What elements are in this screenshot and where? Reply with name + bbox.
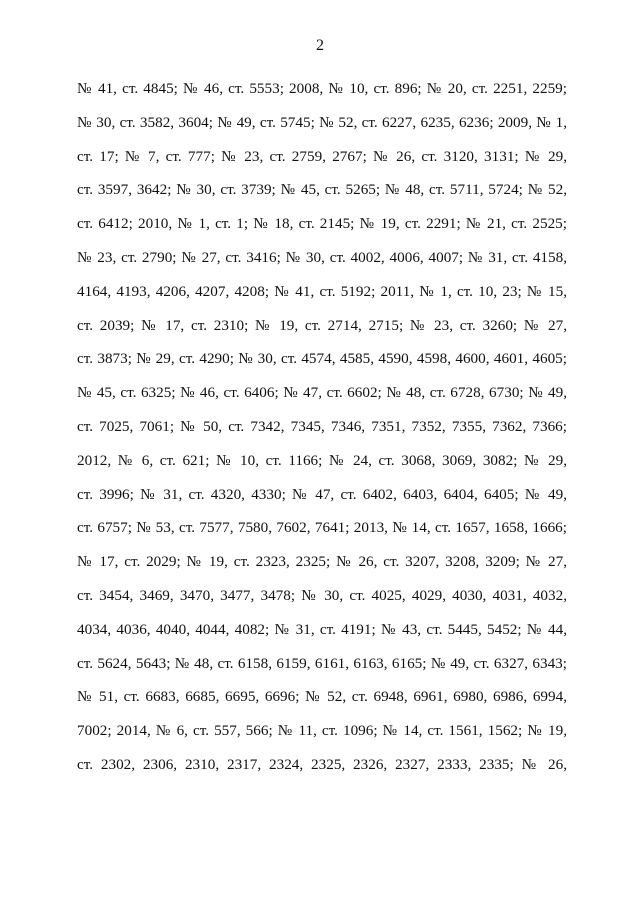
text-line: ст. 3873; № 29, ст. 4290; № 30, ст. 4574, 4585, 4590, 4598, 4600, 4601, 4605; (77, 350, 567, 368)
text-line: № 51, ст. 6683, 6685, 6695, 6696; № 52, ст. 6948, 6961, 6980, 6986, 6994, (77, 688, 567, 706)
text-line: № 23, ст. 2790; № 27, ст. 3416; № 30, ст. 4002, 4006, 4007; № 31, ст. 4158, (77, 248, 567, 266)
text-line: ст. 7025, 7061; № 50, ст. 7342, 7345, 7346, 7351, 7352, 7355, 7362, 7366; (77, 417, 567, 435)
text-line: № 30, ст. 3582, 3604; № 49, ст. 5745; № 52, ст. 6227, 6235, 6236; 2009, № 1, (77, 113, 567, 131)
text-line: ст. 6412; 2010, № 1, ст. 1; № 18, ст. 2145; № 19, ст. 2291; № 21, ст. 2525; (77, 215, 567, 233)
text-line: 4164, 4193, 4206, 4207, 4208; № 41, ст. 5192; 2011, № 1, ст. 10, 23; № 15, (77, 282, 567, 300)
text-line: ст. 3454, 3469, 3470, 3477, 3478; № 30, ст. 4025, 4029, 4030, 4031, 4032, (77, 586, 567, 604)
text-line: ст. 6757; № 53, ст. 7577, 7580, 7602, 7641; 2013, № 14, ст. 1657, 1658, 1666; (77, 519, 567, 537)
body-text (77, 72, 567, 782)
text-line: ст. 3996; № 31, ст. 4320, 4330; № 47, ст. 6402, 6403, 6404, 6405; № 49, (77, 485, 567, 503)
text-line: ст. 2039; № 17, ст. 2310; № 19, ст. 2714, 2715; № 23, ст. 3260; № 27, (77, 316, 567, 334)
text-line: ст. 5624, 5643; № 48, ст. 6158, 6159, 6161, 6163, 6165; № 49, ст. 6327, 6343; (77, 654, 567, 672)
text-line: ст. 3597, 3642; № 30, ст. 3739; № 45, ст. 5265; № 48, ст. 5711, 5724; № 52, (77, 181, 567, 199)
text-line: № 41, ст. 4845; № 46, ст. 5553; 2008, № 10, ст. 896; № 20, ст. 2251, 2259; (77, 80, 567, 97)
text-line: № 17, ст. 2029; № 19, ст. 2323, 2325; № 26, ст. 3207, 3208, 3209; № 27, (77, 553, 567, 571)
page-number: 2 (316, 37, 324, 54)
text-line: 4034, 4036, 4040, 4044, 4082; № 31, ст. 4191; № 43, ст. 5445, 5452; № 44, (77, 620, 567, 638)
text-line: ст. 2302, 2306, 2310, 2317, 2324, 2325, 2326, 2327, 2333, 2335; № 26, (77, 755, 567, 773)
text-line: 7002; 2014, № 6, ст. 557, 566; № 11, ст. 1096; № 14, ст. 1561, 1562; № 19, (77, 722, 567, 740)
text-line: ст. 17; № 7, ст. 777; № 23, ст. 2759, 2767; № 26, ст. 3120, 3131; № 29, (77, 147, 567, 165)
text-line: 2012, № 6, ст. 621; № 10, ст. 1166; № 24, ст. 3068, 3069, 3082; № 29, (77, 451, 567, 469)
text-line: № 45, ст. 6325; № 46, ст. 6406; № 47, ст. 6602; № 48, ст. 6728, 6730; № 49, (77, 384, 567, 402)
